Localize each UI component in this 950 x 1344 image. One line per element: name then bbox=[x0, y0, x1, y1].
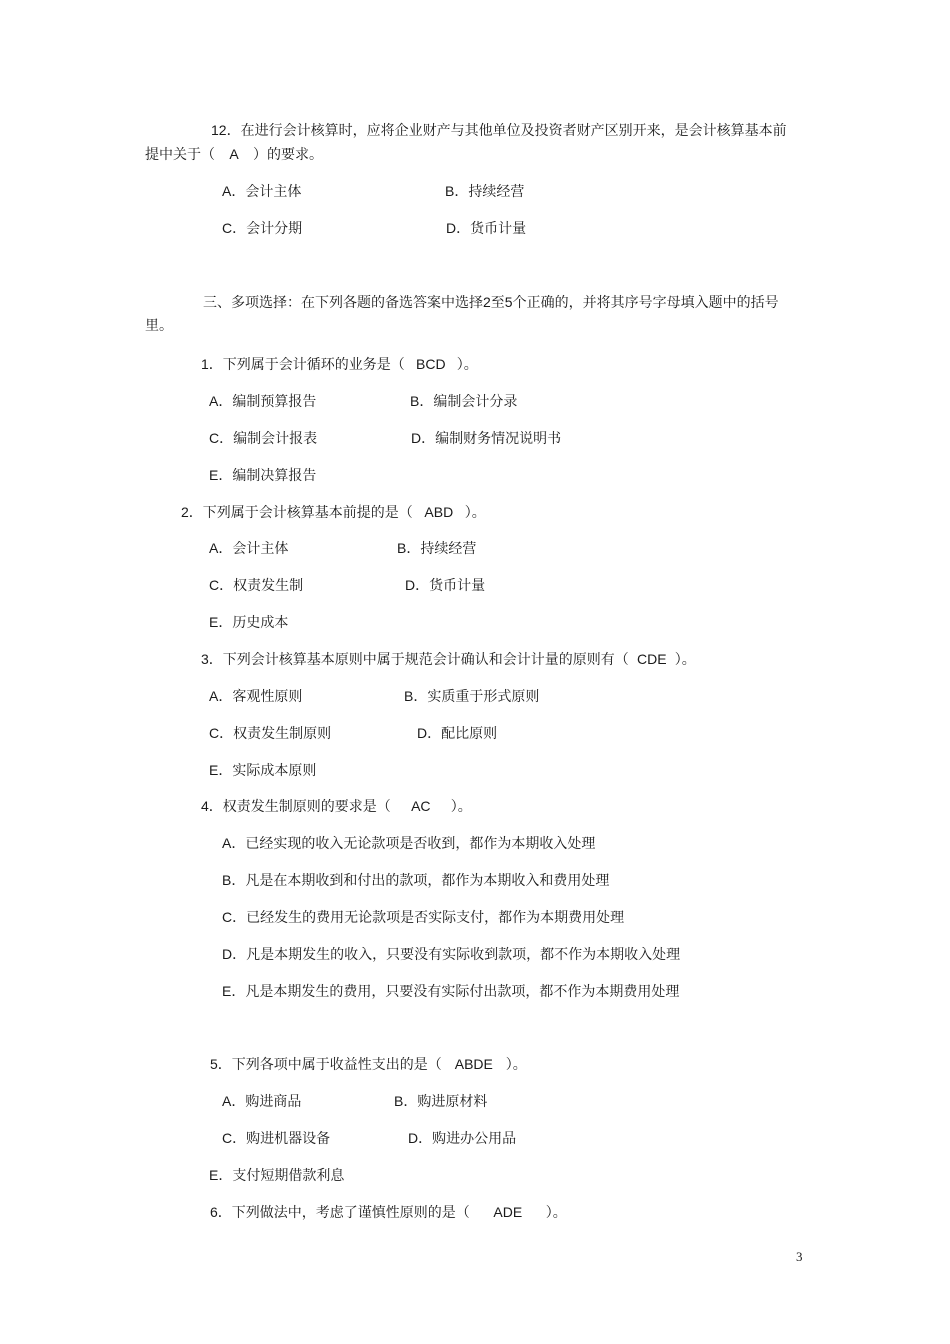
q12-option-c: C．会计分期 bbox=[222, 220, 303, 237]
question-1-stem: 1．下列属于会计循环的业务是（ BCD ）。 bbox=[201, 356, 478, 373]
question-4-option-c: C．已经发生的费用无论款项是否实际支付，都作为本期费用处理 bbox=[222, 909, 625, 926]
question-2-stem: 2．下列属于会计核算基本前提的是（ ABD ）。 bbox=[181, 504, 486, 521]
question-3-stem: 3．下列会计核算基本原则中属于规范会计确认和会计计量的原则有（ CDE ）。 bbox=[201, 651, 696, 668]
question-3-option-d: D．配比原则 bbox=[417, 725, 498, 742]
question-4-answer: AC bbox=[411, 798, 431, 814]
question-1-option-a: A．编制预算报告 bbox=[209, 393, 317, 410]
question-1-option-e: E．编制决算报告 bbox=[209, 467, 317, 484]
q12-answer: A bbox=[229, 146, 239, 162]
question-2-option-e: E．历史成本 bbox=[209, 614, 289, 631]
section-heading-line-1: 三、多项选择：在下列各题的备选答案中选择2至5个正确的，并将其序号字母填入题中的括号 bbox=[203, 294, 779, 311]
question-2-option-a: A．会计主体 bbox=[209, 540, 289, 557]
question-5-option-d: D．购进办公用品 bbox=[408, 1130, 517, 1147]
q12-option-a: A．会计主体 bbox=[222, 183, 302, 200]
question-5-option-c: C．购进机器设备 bbox=[222, 1130, 331, 1147]
question-5-stem: 5．下列各项中属于收益性支出的是（ ABDE ）。 bbox=[210, 1056, 527, 1073]
q12-text: ．在进行会计核算时，应将企业财产与其他单位及投资者财产区别开来，是会计核算基本前 bbox=[226, 123, 787, 139]
question-6-stem: 6．下列做法中，考虑了谨慎性原则的是（ ADE ）。 bbox=[210, 1204, 567, 1221]
question-2-option-c: C．权责发生制 bbox=[209, 577, 304, 594]
q12-option-b: B．持续经营 bbox=[445, 183, 525, 200]
q12-line-2: 提中关于（ A ）的要求。 bbox=[145, 146, 323, 163]
question-2-option-b: B．持续经营 bbox=[397, 540, 477, 557]
question-1-answer: BCD bbox=[416, 356, 446, 372]
question-5-option-a: A．购进商品 bbox=[222, 1093, 302, 1110]
question-4-option-d: D．凡是本期发生的收入，只要没有实际收到款项，都不作为本期收入处理 bbox=[222, 946, 681, 963]
question-3-option-e: E．实际成本原则 bbox=[209, 762, 317, 779]
question-1-option-c: C．编制会计报表 bbox=[209, 430, 318, 447]
q12-line-1 bbox=[211, 120, 787, 141]
question-3-answer: CDE bbox=[637, 651, 667, 667]
question-5-answer: ABDE bbox=[454, 1056, 493, 1072]
q12-number: 12 bbox=[211, 122, 227, 138]
question-1-option-d: D．编制财务情况说明书 bbox=[411, 430, 562, 447]
q12-option-d: D．货币计量 bbox=[446, 220, 527, 237]
question-6-answer: ADE bbox=[493, 1204, 523, 1220]
question-4-option-e: E．凡是本期发生的费用，只要没有实际付出款项，都不作为本期费用处理 bbox=[222, 983, 680, 1000]
page-number: 3 bbox=[796, 1249, 803, 1264]
question-5-option-b: B．购进原材料 bbox=[394, 1093, 488, 1110]
question-1-option-b: B．编制会计分录 bbox=[410, 393, 518, 410]
question-3-option-a: A．客观性原则 bbox=[209, 688, 303, 705]
question-5-option-e: E．支付短期借款利息 bbox=[209, 1167, 345, 1184]
section-heading-line-2: 里。 bbox=[145, 318, 173, 334]
question-4-stem: 4．权责发生制原则的要求是（ AC ）。 bbox=[201, 798, 472, 815]
question-3-option-b: B．实质重于形式原则 bbox=[404, 688, 540, 705]
question-2-answer: ABD bbox=[424, 504, 454, 520]
question-4-option-a: A．已经实现的收入无论款项是否收到，都作为本期收入处理 bbox=[222, 835, 596, 852]
question-2-option-d: D．货币计量 bbox=[405, 577, 486, 594]
question-4-option-b: B．凡是在本期收到和付出的款项，都作为本期收入和费用处理 bbox=[222, 872, 610, 889]
question-3-option-c: C．权责发生制原则 bbox=[209, 725, 332, 742]
